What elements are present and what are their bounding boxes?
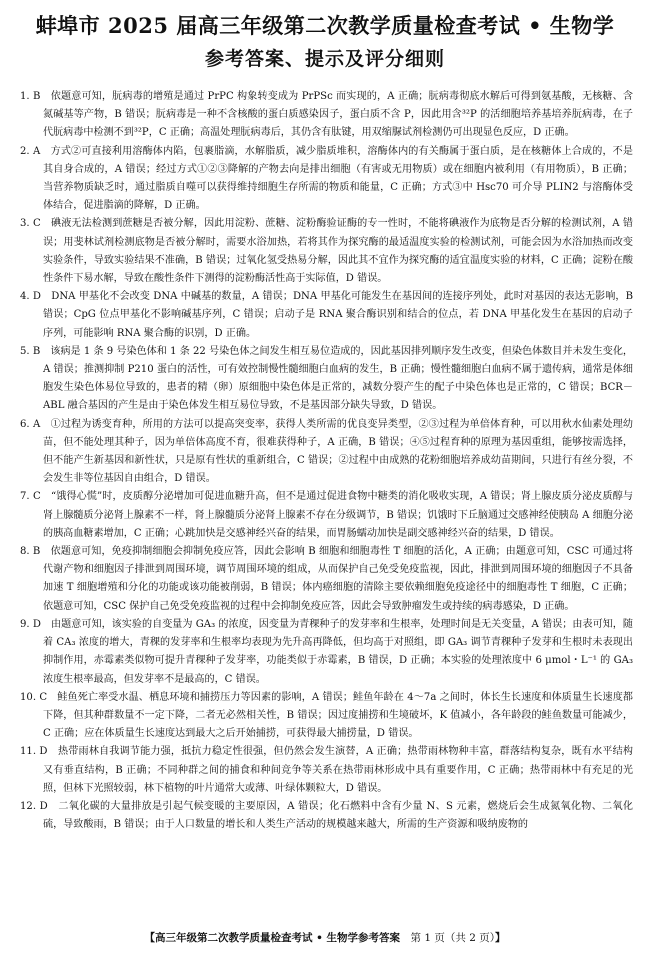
answer-item: 3. C 碘液无法检测到蔗糖是否被分解，因此用淀粉、蔗糖、淀粉酶验证酶的专一性时，不能将碘液作为底物是否分解的检测试剂，A 错误；用斐林试剂检测底物是否被分解时，需要水浴加热，若将其作为探究酶的最适温度实验的检测试剂，可能会因为水浴加热而改变实验条件，导致实验结果不准确，B 错误；过氧化氢受热易分解，因此其不宜作为探究酶的适宜温度实验的材料，C 正确；淀粉在酸性条件下易水解，导致在酸性条件下测得的淀粉酶活性高于实际值，D 错误。 [20,218,633,285]
answer-item: 11. D 热带雨林自我调节能力强，抵抗力稳定性很强，但仍然会发生演替，A 正确；热带雨林物种丰富，群落结构复杂，既有水平结构又有垂直结构，B 正确；不同种群之间的捕食和种间竞争等关系在热带雨林形成中具有重要作用，C 正确；热带雨林中有充足的光照，但林下光照较弱，林下植物的叶片通常大或薄、叶绿体颗粒大，D 错误。 [20,746,633,794]
footer-exam-title: 高三年级第二次教学质量检查考试 • 生物学参考答案 [155,932,401,944]
answer-item: 5. B 该病是 1 条 9 号染色体和 1 条 22 号染色体之间发生相互易位造成的，因此基因排列顺序发生改变，但染色体数目并未发生变化，A 错误；推测抑制 P210 蛋白的活性，可有效控制慢性髓细胞白血病的发生，B 正确；慢性髓细胞白血病不属于遗传病，通常是体细胞发生染色体易位导致的，患者的精（卵）原细胞中染色体是正常的，减数分裂产生的配子中染色体也是正常的，C 错误；BCR－ABL 融合基因的产生是由于染色体发生相互易位导致，不是基因部分缺失导致，D 错误。 [20,345,633,412]
footer-bracket-left: 【 [144,932,155,944]
answer-item: 2. A 方式②可直接利用溶酶体内陷，包裹脂滴，水解脂质，减少脂质堆积，溶酶体内的有关酶属于蛋白质，是在核糖体上合成的，不是其自身合成的，A 错误；经过方式①②③降解的产物去向是排出细胞（有害或无用物质）或在细胞内被利用（有用物质），B 正确；当营养物质缺乏时，通过脂质自噬可以获得维持细胞生存所需的物质和能量，C 正确；方式③中 Hsc70 可介导 PLIN2 与溶酶体受体结合，促进脂滴的降解，D 正确。 [20,145,633,212]
footer-bracket-right: 】 [495,932,506,944]
answer-item: 8. B 依题意可知，免疫抑制细胞会抑制免疫应答，因此会影响 B 细胞和细胞毒性 T 细胞的活化，A 正确；由题意可知，CSC 可通过将代谢产物和细胞因子排泄到周围环境，调节周围环境的组成，从而保护自己免受免疫监视，因此，排泄到周围环境的细胞因子不具备加速 T 细胞增殖和分化的功能或该功能被削弱，B 错误；体内癌细胞的清除主要依赖细胞免疫途径中的细胞毒性 T 细胞，C 正确；依题意可知，CSC 保护自己免受免疫监视的过程中会抑制免疫应答，因此会导致肿瘤发生或持续的病毒感染，D 正确。 [20,546,633,612]
answer-item: 4. D DNA 甲基化不会改变 DNA 中碱基的数量，A 错误；DNA 甲基化可能发生在基因间的连接序列处，此时对基因的表达无影响，B 错误；CpG 位点甲基化不影响碱基序列，C 错误；启动子是 RNA 聚合酶识别和结合的位点，若 DNA 甲基化发生在基因的启动子序列，可能影响 RNA 聚合酶的识别，D 正确。 [20,291,633,339]
footer-page-number: 第 1 页（共 2 页） [410,932,495,944]
answer-item: 6. A ①过程为诱变育种，所用的方法可以提高突变率，获得人类所需的优良变异类型，②③过程为单倍体育种，可以用秋水仙素处理幼苗，但不能处理其种子，因为单倍体高度不育，很难获得种子，A 正确，B 错误；④⑤过程育种的原理为基因重组，能够按需选择，但不能产生新基因和新性状，只是原有性状的重新组合，C 错误；②过程中由成熟的花粉细胞培养成幼苗期间，只进行有丝分裂，不会发生非等位基因自由组合，D 错误。 [20,418,633,485]
answer-item: 10. C 鲑鱼死亡率受水温、栖息环境和捕捞压力等因素的影响，A 错误；鲑鱼年龄在 4～7a 之间时，体长生长速度和体质量生长速度都下降，但其种群数量不一定下降，二者无必然相关性，B 错误；因过度捕捞和生境破坏，K 值减小，各年龄段的鲑鱼数量可能减少，C 正确；应在体质量生长速度达到最大之后开始捕捞，可获得最大捕捞量，D 错误。 [20,691,633,740]
page-title: 蚌埠市 2025 届高三年级第二次教学质量检查考试 • 生物学 [35,13,615,38]
answer-item: 12. D 二氧化碳的大量排放是引起气候变暖的主要原因，A 错误；化石燃料中含有少量 N、S 元素，燃烧后会生成氮氧化物、二氧化硫，导致酸雨，B 错误；由于人口数量的增长和人类生产活动的规模越来越大，所需的生产资源和吸纳废物的 [20,800,633,831]
answer-item: 7. C “饿得心慌”时，皮质醇分泌增加可促进血糖升高，但不是通过促进食物中糖类的消化吸收实现，A 错误；肾上腺皮质分泌皮质醇与肾上腺髓质分泌肾上腺素不一样，肾上腺髓质分泌肾上腺素不存在分级调节，B 错误；饥饿时下丘脑通过交感神经使胰岛 A 细胞分泌的胰高血糖素增加，C 正确；心跳加快是交感神经兴奋的结果，而胃肠蠕动加快是副交感神经兴奋的结果，D 错误。 [20,491,633,539]
page-subtitle: 参考答案、提示及评分细则 [204,48,445,70]
page-footer [0,930,650,945]
answer-list [20,88,633,834]
answer-item: 9. D 由题意可知，该实验的自变量为 GA₃ 的浓度，因变量为青稞种子的发芽率和生根率，处理时间是无关变量，A 错误；由表可知，随着 CA₃ 浓度的增大，青稞的发芽率和生根率均表现为先升高再降低，但均高于对照组，即 GA₃ 调节青稞种子发芽和生根时未表现出抑制作用，赤霉素类似物可提升青稞种子发芽率，功能类似于赤霉素，B 错误，D 正确；本实验的处理浓度中 6 μmol・L⁻¹ 的 GA₃ 浓度生根率最高，但发芽率不是最高的，C 错误。 [20,618,633,685]
answer-item: 1. B 依题意可知，朊病毒的增殖是通过 PrPC 构象转变成为 PrPSc 而实现的，A 正确；朊病毒彻底水解后可得到氨基酸，无核糖、含氮碱基等产物，B 错误；朊病毒是一种不含核酸的蛋白质感染因子，蛋白质不含 P，因此用含³²P 的活细胞培养基培养朊病毒，在子代朊病毒中检测不到³²P，C 正确；高温处理朊病毒后，其仍含有肽键，用双缩脲试剂检测仍可出现显色反应，D 正确。 [20,91,633,139]
